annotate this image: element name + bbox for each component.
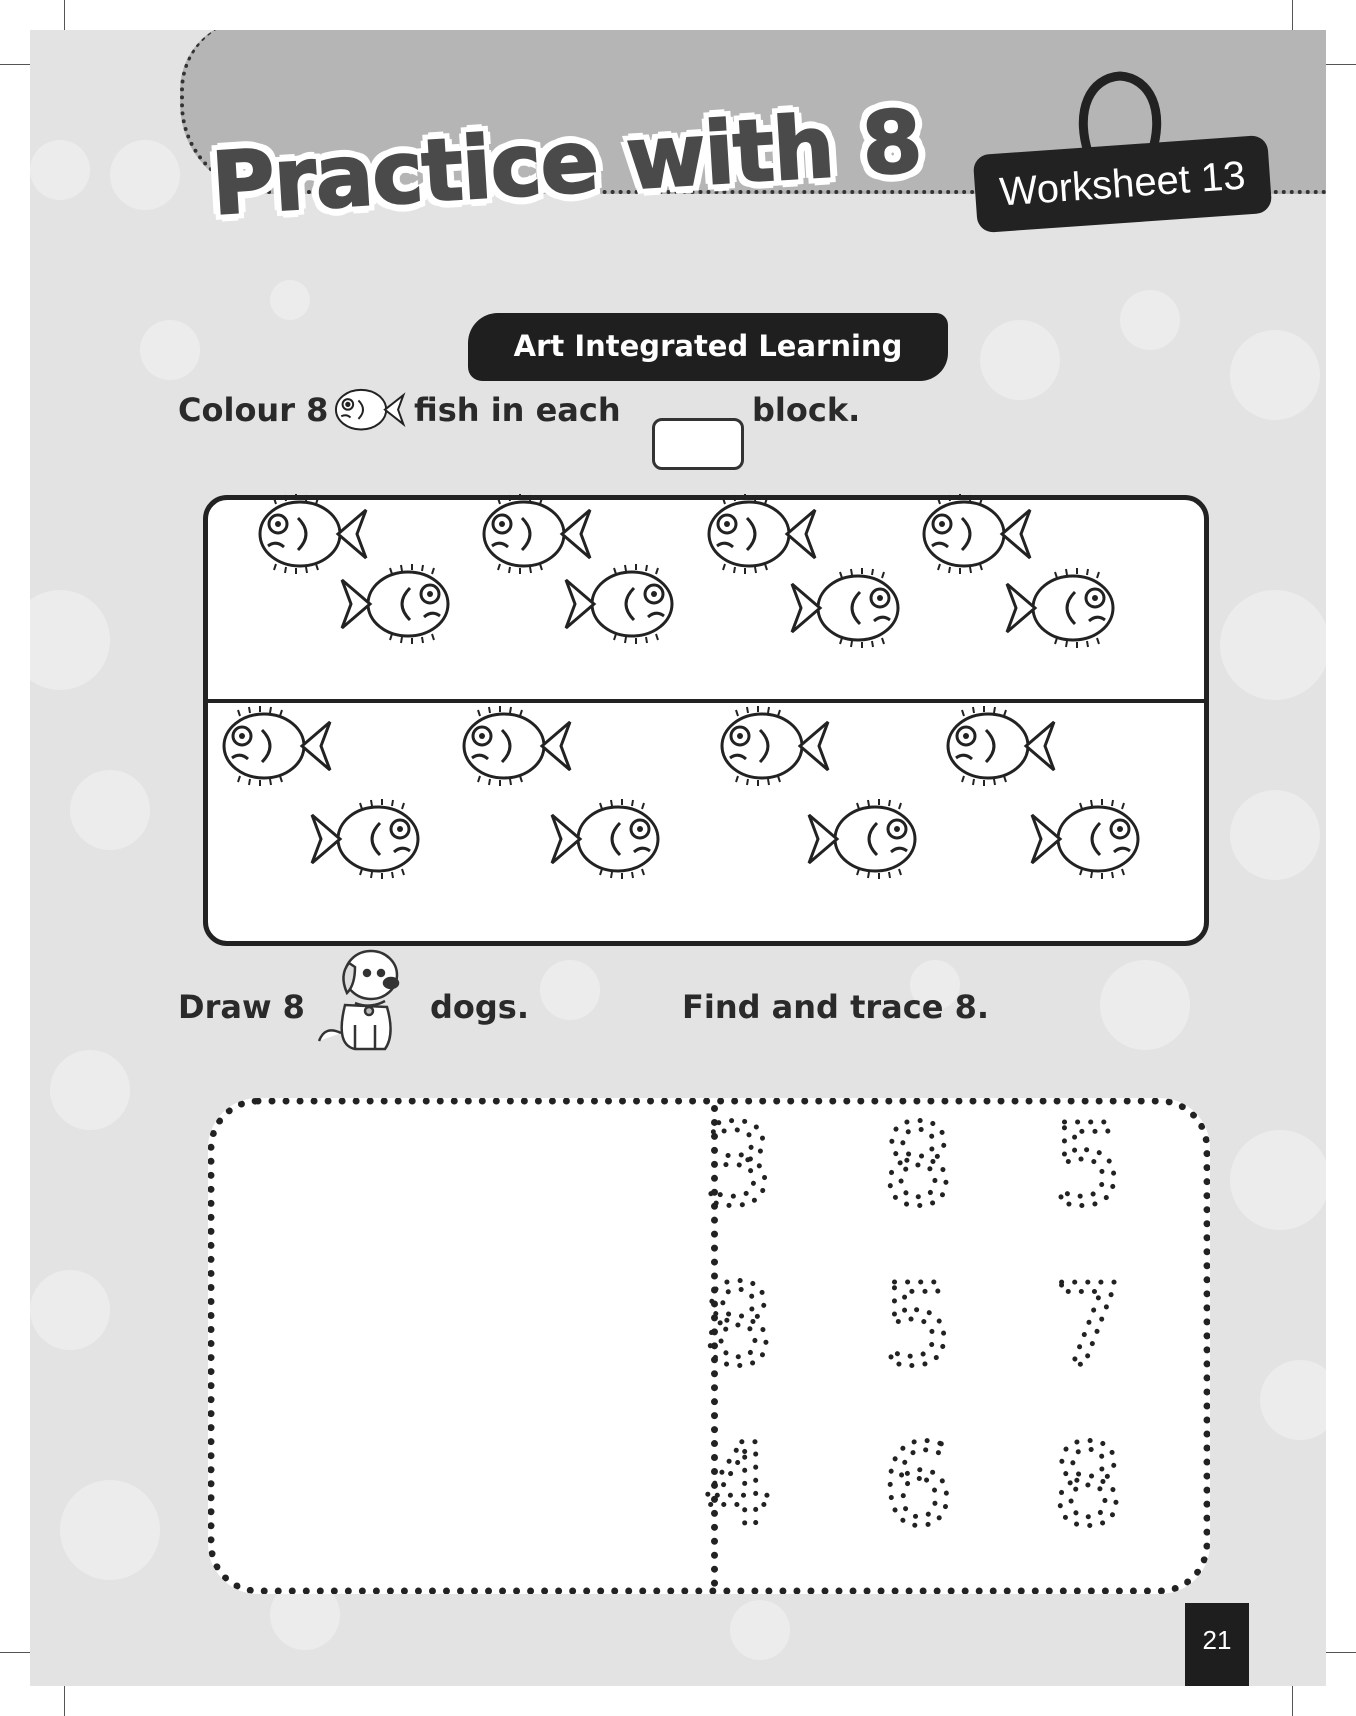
trace-instruction: Find and trace 8. [682,988,989,1026]
trace-digit[interactable]: 5 [882,1261,954,1391]
trace-digit[interactable]: 8 [1052,1421,1124,1551]
crop-mark [1326,64,1356,65]
page-title: Practice with 8 [208,91,925,235]
draw-instruction-part1: Draw 8 [178,988,305,1026]
trace-digit[interactable]: 3 [702,1101,774,1231]
trace-digit[interactable]: 5 [1052,1101,1124,1231]
crop-mark [0,1652,30,1653]
colour-instruction-part2: fish in each [414,391,621,429]
crop-mark [1326,1652,1356,1653]
crop-mark [64,1686,65,1716]
crop-mark [64,0,65,30]
trace-digit[interactable]: 7 [1052,1261,1124,1391]
worksheet-page [30,30,1326,1686]
trace-digits-grid[interactable] [30,30,1326,1686]
worksheet-tag: Worksheet 13 [973,135,1273,233]
section-banner: Art Integrated Learning [468,313,948,381]
colour-instruction-part3: block. [752,391,861,429]
colour-instruction-part1: Colour 8 [178,391,329,429]
trace-digit[interactable]: 4 [702,1421,774,1551]
crop-mark [1292,1686,1293,1716]
draw-instruction-part2: dogs. [430,988,529,1026]
crop-mark [0,64,30,65]
crop-mark [1292,0,1293,30]
trace-digit[interactable]: 6 [882,1421,954,1551]
trace-digit[interactable]: 8 [882,1101,954,1231]
trace-digit[interactable]: 8 [702,1261,774,1391]
page-number: 21 [1185,1603,1249,1686]
